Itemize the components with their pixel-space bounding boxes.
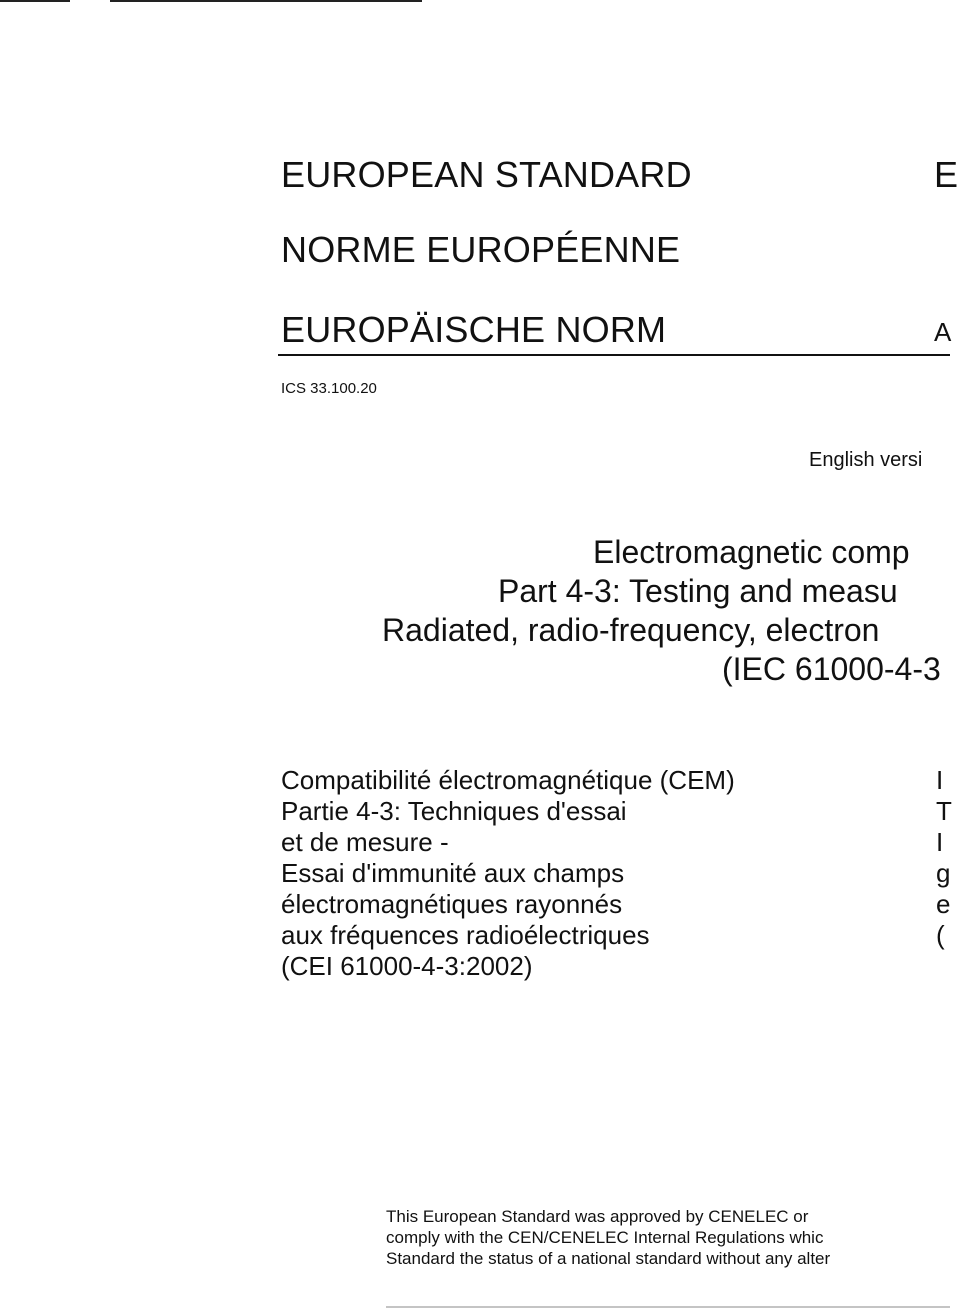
french-title-line: Partie 4-3: Techniques d'essai <box>281 796 627 826</box>
german-title-fragment: ( <box>936 920 945 950</box>
title-line-3: Radiated, radio-frequency, electron <box>382 612 880 648</box>
title-line-1: Electromagnetic comp <box>593 534 910 570</box>
french-title-line: aux fréquences radioélectriques <box>281 920 650 950</box>
french-title-line: (CEI 61000-4-3:2002) <box>281 951 533 981</box>
french-title <box>281 765 735 982</box>
approval-notice <box>386 1206 830 1269</box>
standard-title-en: EUROPEAN STANDARD <box>281 154 692 195</box>
german-title-fragment: e <box>936 889 951 919</box>
notice-line: Standard the status of a national standard without any alter <box>386 1249 831 1268</box>
date-fragment: A <box>934 317 952 347</box>
notice-line: This European Standard was approved by CENELEC or <box>386 1207 809 1226</box>
standard-title-fr: NORME EUROPÉENNE <box>281 229 681 270</box>
top-edge-line-right <box>110 0 422 2</box>
german-title-fragment: I <box>936 827 944 857</box>
french-title-line: Compatibilité électromagnétique (CEM) <box>281 765 735 795</box>
german-title-fragment: T <box>936 796 952 826</box>
german-title-fragments <box>936 765 950 951</box>
version-label: English versi <box>809 449 923 471</box>
cut-off-text-line <box>386 1300 950 1310</box>
title-line-2: Part 4-3: Testing and measu <box>498 573 898 609</box>
title-line-4: (IEC 61000-4-3 <box>722 651 941 687</box>
german-title-fragment: I <box>936 765 944 795</box>
standard-title-de: EUROPÄISCHE NORM <box>281 309 667 350</box>
french-title-line: électromagnétiques rayonnés <box>281 889 623 919</box>
standard-number-fragment: E <box>934 154 958 195</box>
header-rule <box>278 354 950 356</box>
german-title-fragment: g <box>936 858 951 888</box>
notice-line: comply with the CEN/CENELEC Internal Regulations whic <box>386 1228 824 1247</box>
top-edge-line-left <box>0 0 70 2</box>
french-title-line: Essai d'immunité aux champs <box>281 858 625 888</box>
french-title-line: et de mesure - <box>281 827 449 857</box>
ics-code: ICS 33.100.20 <box>281 380 377 397</box>
